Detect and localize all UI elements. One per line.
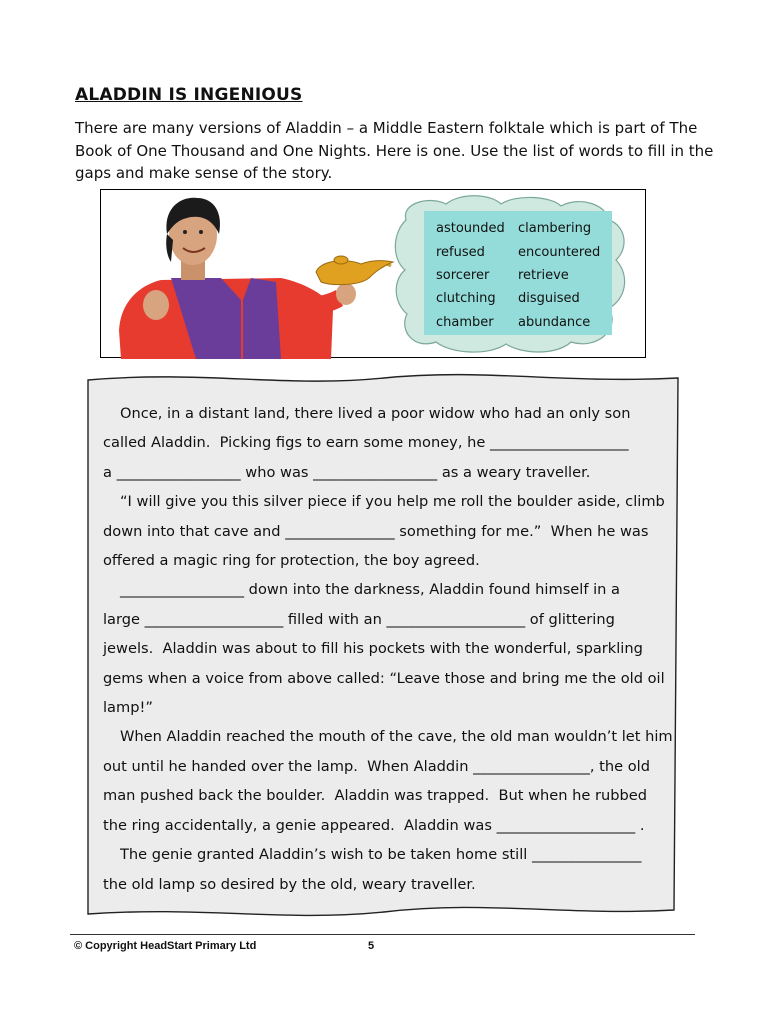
intro-paragraph: There are many versions of Aladdin – a Middle Eastern folktale which is part of The Book of One Thousand and One Nights. Here is one. Use the list of words to fill in the gaps and make sense of the story. <box>75 119 714 182</box>
word-encountered: encountered <box>518 244 601 260</box>
word-row <box>436 287 612 310</box>
word-refused: refused <box>436 244 485 260</box>
word-row <box>436 311 612 334</box>
story-line: lamp!” <box>103 699 153 717</box>
story-line: “I will give you this silver piece if you help me roll the boulder aside, climb <box>120 493 665 511</box>
story-line: When Aladdin reached the mouth of the cave, the old man wouldn’t let him <box>120 728 673 746</box>
story-line: a _________________ who was _________________ as a weary traveller. <box>103 463 591 481</box>
story-text <box>103 399 683 899</box>
story-line: The genie granted Aladdin’s wish to be taken home still _______________ <box>120 846 642 864</box>
lamp-icon <box>316 261 393 285</box>
story-line: out until he handed over the lamp. When Aladdin ________________, the old <box>103 757 650 775</box>
word-astounded: astounded <box>436 221 505 237</box>
illustration-box <box>100 189 646 358</box>
word-clutching: clutching <box>436 291 496 307</box>
word-retrieve: retrieve <box>518 267 569 283</box>
story-line: large ___________________ filled with an ___________________ of glittering <box>103 610 615 628</box>
story-line: jewels. Aladdin was about to fill his pockets with the wonderful, sparkling <box>103 640 643 658</box>
story-line: the old lamp so desired by the old, weary traveller. <box>103 875 476 893</box>
story-line: Once, in a distant land, there lived a poor widow who had an only son <box>120 405 631 422</box>
word-clambering: clambering <box>518 221 592 237</box>
word-row <box>436 217 612 240</box>
story-line: down into that cave and _______________ something for me.” When he was <box>103 522 649 540</box>
word-chamber: chamber <box>436 314 494 330</box>
footer-copyright: © Copyright HeadStart Primary Ltd <box>74 940 257 952</box>
worksheet-title: ALADDIN IS INGENIOUS <box>75 85 303 105</box>
story-line: _________________ down into the darkness, Aladdin found himself in a <box>120 581 620 599</box>
story-line: gems when a voice from above called: “Leave those and bring me the old oil <box>103 669 665 687</box>
page-number: 5 <box>368 940 375 952</box>
word-abundance: abundance <box>518 314 591 330</box>
story-line: the ring accidentally, a genie appeared. Aladdin was ___________________ . <box>103 816 645 834</box>
story-line: called Aladdin. Picking figs to earn some money, he ___________________ <box>103 434 629 452</box>
word-sorcerer: sorcerer <box>436 267 490 283</box>
word-row <box>436 240 612 263</box>
word-disguised: disguised <box>518 291 580 307</box>
word-list-box <box>424 211 612 335</box>
story-line: man pushed back the boulder. Aladdin was trapped. But when he rubbed <box>103 787 648 805</box>
footer-divider <box>70 934 695 935</box>
story-line: offered a magic ring for protection, the boy agreed. <box>103 552 480 570</box>
word-row <box>436 264 612 287</box>
